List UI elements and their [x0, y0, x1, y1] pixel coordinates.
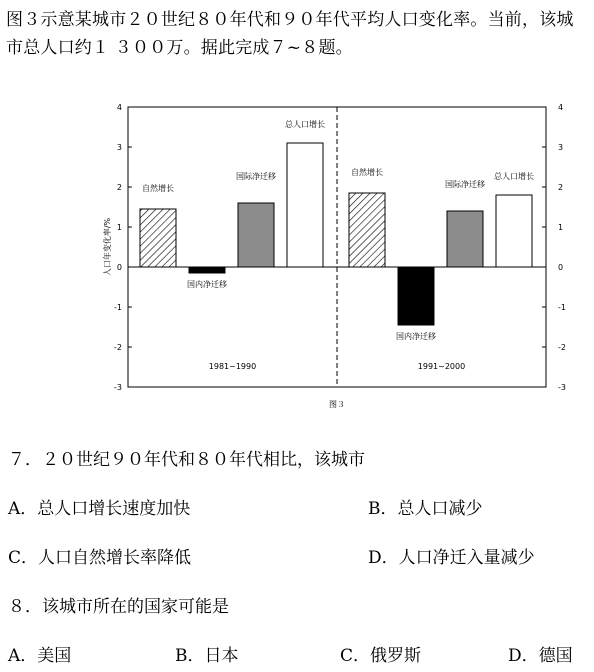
y-axis-label: 人口年变化率/% [103, 217, 112, 277]
y-tick-label-left: 3 [116, 143, 122, 152]
question-8-option-d[interactable]: D．德国 [508, 646, 573, 666]
period-label: 1991~2000 [417, 362, 466, 371]
question-8-option-c[interactable]: C．俄罗斯 [340, 646, 422, 666]
bar-label: 国内净迁移 [396, 332, 436, 341]
question-7-option-a[interactable]: A．总人口增长速度加快 [8, 499, 191, 519]
bar [189, 267, 225, 273]
question-8-stem: ８．该城市所在的国家可能是 [8, 597, 229, 617]
y-tick-label-right: 4 [558, 103, 564, 112]
y-tick-label-right: 3 [558, 143, 564, 152]
bar-label: 总人口增长 [285, 120, 325, 129]
bar-label: 国内净迁移 [187, 280, 227, 289]
period-label: 1981~1990 [208, 362, 257, 371]
y-tick-label-right: -1 [558, 303, 566, 312]
y-tick-label-left: 0 [116, 263, 122, 272]
bar [140, 209, 176, 267]
y-tick-label-left: 4 [116, 103, 122, 112]
intro-line-2: 市总人口约１ ３００万。据此完成７~８题。 [6, 38, 353, 58]
bar [496, 195, 532, 267]
population-change-chart [100, 95, 580, 415]
question-7-stem: ７．２０世纪９０年代和８０年代相比，该城市 [8, 450, 365, 470]
question-7-option-c[interactable]: C．人口自然增长率降低 [8, 548, 192, 568]
chart-svg [100, 95, 580, 415]
bar [287, 143, 323, 267]
question-8-option-b[interactable]: B．日本 [175, 646, 239, 666]
bar [349, 193, 385, 267]
y-tick-label-right: -3 [558, 383, 566, 392]
bar [238, 203, 274, 267]
y-tick-label-left: -3 [114, 383, 122, 392]
bar-label: 自然增长 [142, 184, 174, 193]
question-8-option-a[interactable]: A．美国 [8, 646, 72, 666]
bar-label: 国际净迁移 [236, 172, 276, 181]
y-tick-label-right: 1 [558, 223, 564, 232]
question-7-option-d[interactable]: D．人口净迁入量减少 [368, 548, 535, 568]
bar [398, 267, 434, 325]
y-tick-label-right: 0 [558, 263, 564, 272]
figure-caption: 图３ [329, 400, 345, 409]
intro-line-1: 图３示意某城市２０世纪８０年代和９０年代平均人口变化率。当前，该城 [6, 10, 574, 30]
intro-text [6, 6, 590, 62]
y-tick-label-right: 2 [558, 183, 564, 192]
y-tick-label-left: 1 [116, 223, 122, 232]
bar-label: 国际净迁移 [445, 180, 485, 189]
y-tick-label-left: -2 [114, 343, 122, 352]
y-tick-label-left: 2 [116, 183, 122, 192]
bar-label: 总人口增长 [494, 172, 534, 181]
question-7-option-b[interactable]: B．总人口减少 [368, 499, 483, 519]
bar-label: 自然增长 [351, 168, 383, 177]
bar [447, 211, 483, 267]
y-tick-label-left: -1 [114, 303, 122, 312]
y-tick-label-right: -2 [558, 343, 566, 352]
